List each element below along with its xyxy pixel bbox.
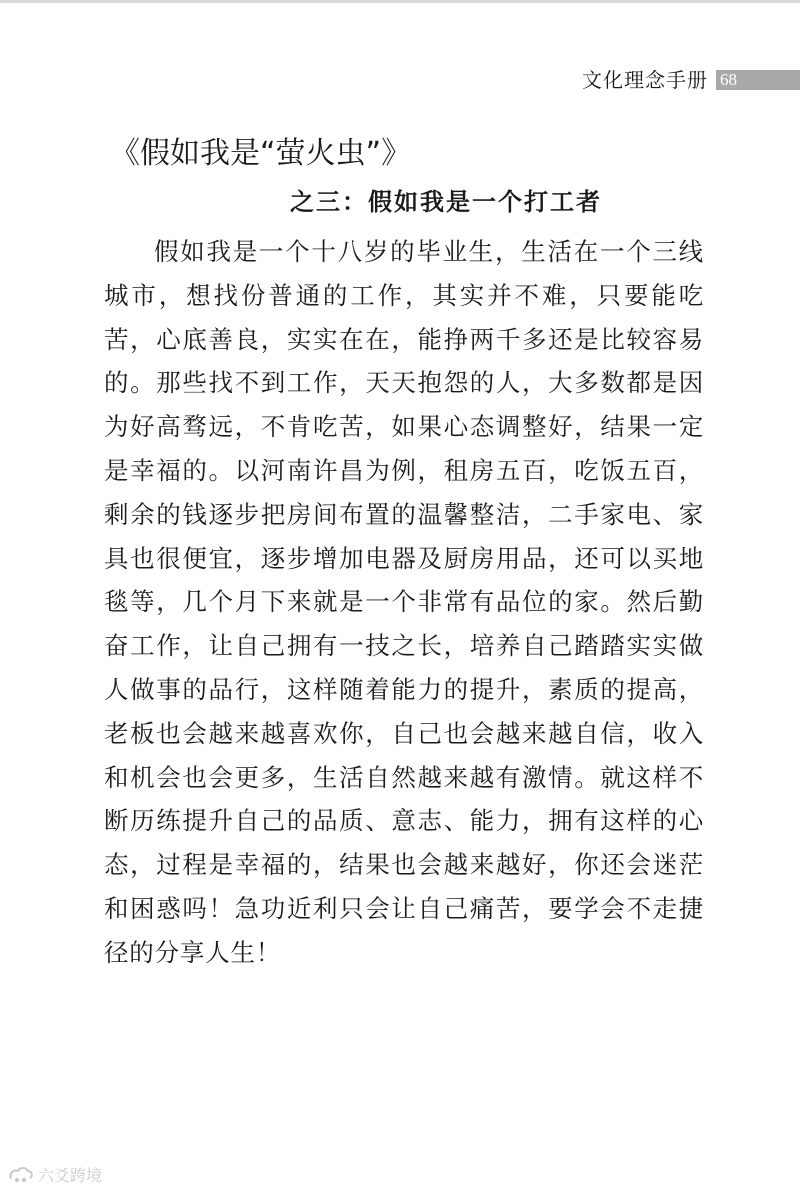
header-title: 文化理念手册: [582, 68, 708, 92]
watermark: [8, 1163, 102, 1186]
top-border: [0, 0, 800, 3]
watermark-text: 六爻跨境: [38, 1166, 103, 1185]
article-subtitle: 之三：假如我是一个打工者: [290, 187, 602, 216]
page-number-box: [716, 70, 800, 90]
article-title: 《假如我是“萤火虫”》: [110, 136, 412, 171]
running-header: [582, 68, 800, 92]
watermark-logo-icon: [8, 1165, 34, 1185]
article-body: 假如我是一个十八岁的毕业生，生活在一个三线城市，想找份普通的工作，其实并不难，只要能吃苦，心底善良，实实在在，能挣两千多还是比较容易的。那些找不到工作，天天抱怨的人，大多数都是因为好高骛远，不肯吃苦，如果心态调整好，结果一定是幸福的。以河南许昌为例，租房五百，吃饭五百，剩余的钱逐步把房间布置的温馨整洁，二手家电、家具也很便宜，逐步增加电器及厨房用品，还可以买地毯等，几个月下来就是一个非常有品位的家。然后勤奋工作，让自己拥有一技之长，培养自己踏踏实实做人做事的品行，这样随着能力的提升，素质的提高，老板也会越来越喜欢你，自己也会越来越自信，收入和机会也会更多，生活自然越来越有激情。就这样不断历练提升自己的品质、意志、能力，拥有这样的心态，过程是幸福的，结果也会越来越好，你还会迷茫和困惑吗！急功近利只会让自己痛苦，要学会不走捷径的分享人生！: [104, 237, 704, 967]
page-number: 68: [720, 70, 737, 89]
